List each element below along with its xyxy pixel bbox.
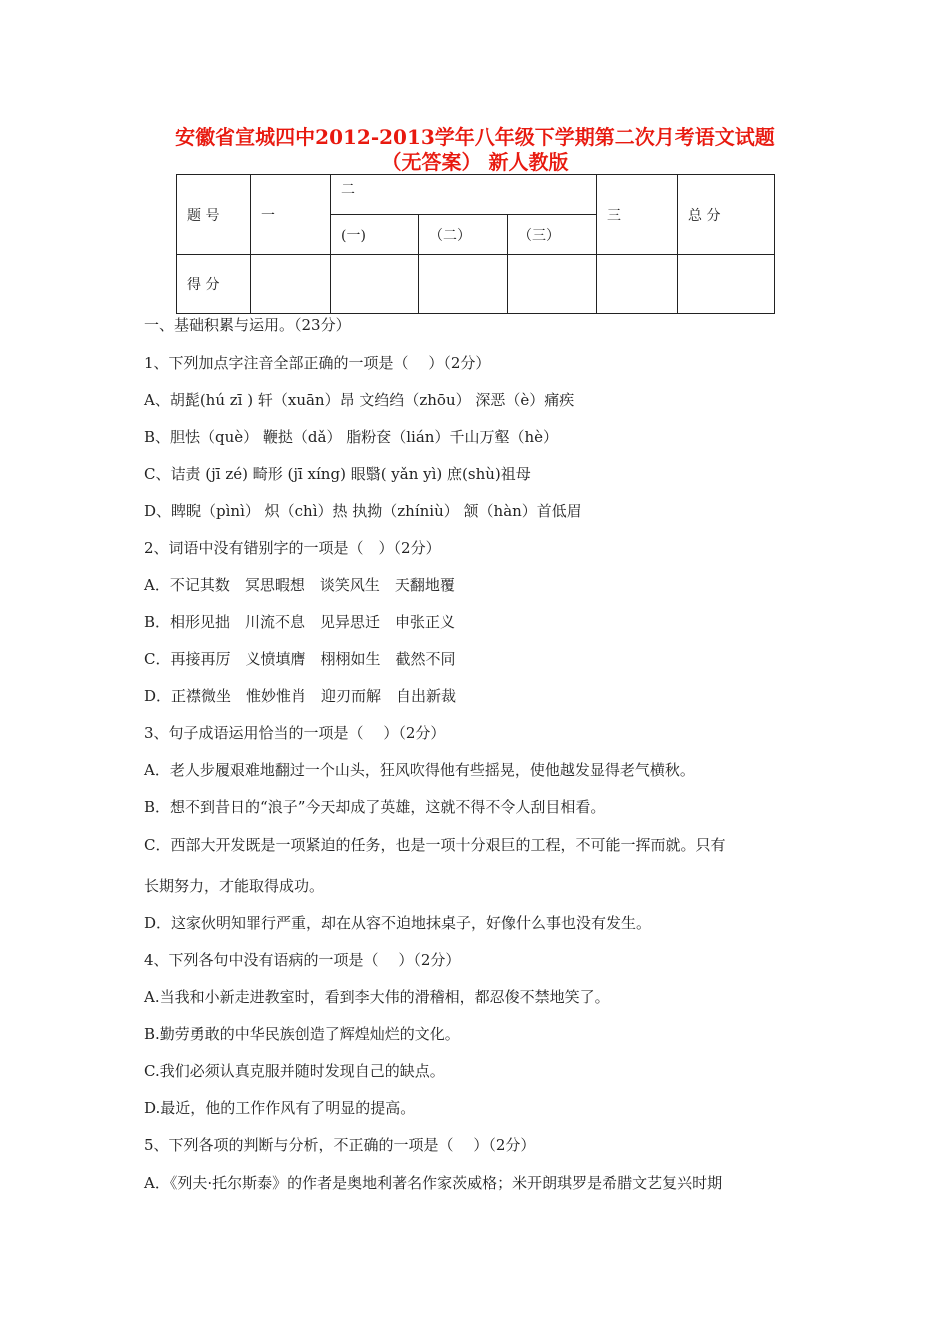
document-title-line2: （无答案） 新人教版: [381, 150, 569, 174]
question-2-option-d: D．正襟微坐 惟妙惟肖 迎刃而解 自出新裁: [144, 687, 457, 705]
question-3-stem: 3、句子成语运用恰当的一项是（ ）（2分）: [144, 724, 446, 742]
question-2-option-a: A．不记其数 冥思暇想 谈笑风生 天翻地覆: [144, 576, 455, 594]
question-3-option-b: B．想不到昔日的“浪子”今天却成了英雄，这就不得不令人刮目相看。: [144, 798, 606, 816]
question-1-option-b: B、胆怯（què） 鞭挞（dǎ） 脂粉奁（lián）千山万壑（hè）: [144, 428, 558, 446]
question-4-option-c: C.我们必须认真克服并随时发现自己的缺点。: [144, 1062, 445, 1080]
score-cell-total: [678, 255, 775, 314]
question-2-option-c: C．再接再厉 义愤填膺 栩栩如生 截然不同: [144, 650, 456, 668]
header-part2-cell: 二: [331, 175, 597, 215]
header-part1-cell: 一: [251, 175, 331, 255]
question-1-option-a: A、胡髭(hú zī ) 轩（xuān）昂 文绉绉（zhōu） 深恶（è）痛疾: [144, 391, 575, 409]
section-heading: 一、基础积累与运用。（23分）: [144, 316, 351, 334]
question-3-option-c-continued: 长期努力，才能取得成功。: [144, 877, 325, 895]
score-table: [176, 174, 775, 314]
question-3-option-d: D．这家伙明知罪行严重，却在从容不迫地抹桌子，好像什么事也没有发生。: [144, 914, 652, 932]
document-title-line1: 安徽省宣城四中2012-2013学年八年级下学期第二次月考语文试题: [175, 125, 775, 149]
header-sub3-cell: （三）: [508, 215, 597, 255]
question-4-option-a: A.当我和小新走进教室时，看到李大伟的滑稽相，都忍俊不禁地笑了。: [144, 988, 610, 1006]
question-4-option-b: B.勤劳勇敢的中华民族创造了辉煌灿烂的文化。: [144, 1025, 460, 1043]
question-4-stem: 4、下列各句中没有语病的一项是（ ）（2分）: [144, 951, 461, 969]
question-5-option-a: A．《列夫·托尔斯泰》的作者是奥地利著名作家茨威格；米开朗琪罗是希腊文艺复兴时期: [144, 1174, 723, 1192]
header-sub2-cell: （二）: [419, 215, 508, 255]
score-cell-sub3: [508, 255, 597, 314]
question-5-stem: 5、下列各项的判断与分析，不正确的一项是（ ）（2分）: [144, 1136, 536, 1154]
header-part3-cell: 三: [597, 175, 678, 255]
score-cell-sub2: [419, 255, 508, 314]
question-1-option-c: C、诘责 (jī zé) 畸形 (jī xíng) 眼翳( yǎn yì) 庶(shù)祖母: [144, 465, 531, 483]
score-cell-sub1: [331, 255, 419, 314]
question-2-stem: 2、词语中没有错别字的一项是（ ）（2分）: [144, 539, 441, 557]
header-label-cell: 题 号: [177, 175, 251, 255]
question-4-option-d: D.最近，他的工作作风有了明显的提高。: [144, 1099, 416, 1117]
header-sub1-cell: (一): [331, 215, 419, 255]
header-total-cell: 总 分: [678, 175, 775, 255]
question-3-option-a: A．老人步履艰难地翻过一个山头，狂风吹得他有些摇晃，使他越发显得老气横秋。: [144, 761, 695, 779]
question-3-option-c: C．西部大开发既是一项紧迫的任务，也是一项十分艰巨的工程，不可能一挥而就。只有: [144, 836, 726, 854]
question-1-option-d: D、睥睨（pìnì） 炽（chì）热 执拗（zhíniù） 颔（hàn）首低眉: [144, 502, 582, 520]
score-cell-part3: [597, 255, 678, 314]
score-label-cell: 得 分: [177, 255, 251, 314]
question-2-option-b: B．相形见拙 川流不息 见异思迁 申张正义: [144, 613, 456, 631]
score-cell-part1: [251, 255, 331, 314]
question-1-stem: 1、下列加点字注音全部正确的一项是（ ）（2分）: [144, 354, 491, 372]
